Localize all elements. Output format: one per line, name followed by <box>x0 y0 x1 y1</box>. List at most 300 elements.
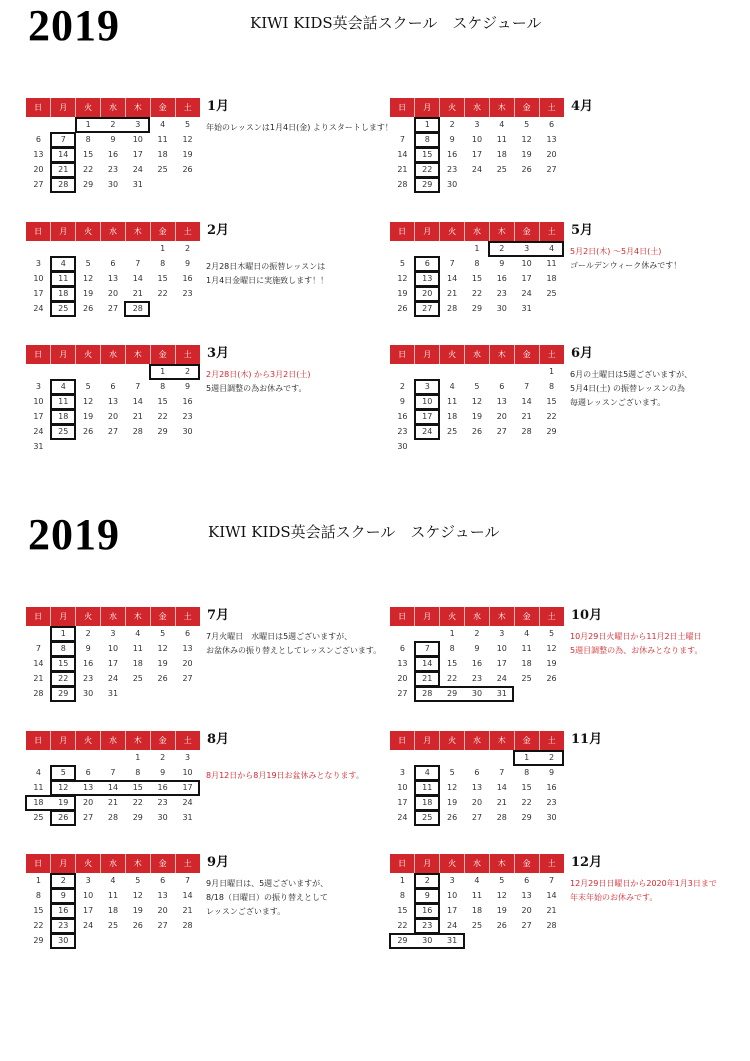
day-cell: 19 <box>182 150 193 159</box>
day-cell: 30 <box>422 936 433 945</box>
calendar-grid <box>26 345 200 454</box>
day-cell: 2 <box>85 629 91 638</box>
day-cell <box>101 750 126 765</box>
day-cell <box>465 933 490 948</box>
day-cell: 29 <box>157 427 168 436</box>
day-cell: 20 <box>546 150 557 159</box>
day-cell: 26 <box>521 165 532 174</box>
day-cell: 18 <box>447 412 458 421</box>
day-cell: 17 <box>521 274 532 283</box>
note-line: 9月日曜日は、5週ございますが、 <box>206 879 329 888</box>
day-cell: 4 <box>35 768 41 777</box>
day-cell: 11 <box>496 135 507 144</box>
day-cell: 15 <box>447 659 458 668</box>
day-cell: 18 <box>33 798 44 807</box>
day-cell: 29 <box>33 936 44 945</box>
day-cell: 6 <box>474 768 480 777</box>
note-line: 5週目調整の為お休みです。 <box>206 384 307 393</box>
day-cell: 19 <box>496 906 507 915</box>
day-cell: 8 <box>135 768 141 777</box>
day-cell: 20 <box>496 412 507 421</box>
day-cell: 29 <box>83 180 94 189</box>
day-cell: 10 <box>447 891 458 900</box>
day-cell: 5 <box>184 120 191 129</box>
day-cell: 7 <box>499 768 505 777</box>
weekday-header: 火 <box>440 345 465 364</box>
day-cell: 1 <box>160 367 166 376</box>
day-cell: 30 <box>447 180 458 189</box>
day-cell: 24 <box>132 165 143 174</box>
day-cell: 17 <box>107 659 119 668</box>
day-cell <box>440 750 465 765</box>
day-cell <box>150 933 175 948</box>
note-line: レッスンございます。 <box>206 907 286 916</box>
weekday-header: 日 <box>26 854 51 873</box>
day-cell: 14 <box>422 659 433 668</box>
day-cell <box>390 750 415 765</box>
day-cell: 12 <box>546 644 557 653</box>
day-cell: 3 <box>35 259 41 268</box>
day-cell: 3 <box>449 876 455 885</box>
day-cell: 7 <box>184 876 191 885</box>
day-cell: 23 <box>496 289 507 298</box>
day-cell: 8 <box>548 382 555 391</box>
weekday-header: 木 <box>125 607 150 626</box>
day-cell: 8 <box>474 259 480 268</box>
day-cell: 26 <box>447 813 458 822</box>
day-cell: 25 <box>422 813 433 822</box>
day-cell: 28 <box>546 921 557 930</box>
day-cell: 5 <box>160 629 166 638</box>
day-cell: 17 <box>496 659 507 668</box>
day-cell: 27 <box>546 165 557 174</box>
calendar-grid <box>26 854 200 948</box>
day-cell: 16 <box>546 783 557 792</box>
day-cell: 14 <box>397 150 408 159</box>
weekday-header: 木 <box>125 854 150 873</box>
day-cell: 24 <box>397 813 408 822</box>
day-cell: 10 <box>182 768 193 777</box>
weekday-header: 水 <box>465 731 490 750</box>
day-cell: 12 <box>182 135 193 144</box>
month-calendar <box>390 607 564 701</box>
day-cell: 1 <box>85 120 91 129</box>
day-cell: 27 <box>33 180 44 189</box>
month-calendar <box>390 222 564 316</box>
day-cell: 8 <box>424 135 430 144</box>
month-calendar <box>390 98 564 192</box>
day-cell: 30 <box>471 689 483 698</box>
month-title: 9月 <box>207 855 230 870</box>
day-cell: 25 <box>471 921 483 930</box>
note-line: お盆休みの振り替えとしてレッスンございます。 <box>206 646 382 655</box>
day-cell: 24 <box>471 165 483 174</box>
day-cell: 16 <box>182 274 193 283</box>
weekday-header: 金 <box>150 607 175 626</box>
weekday-header: 木 <box>489 731 514 750</box>
weekday-header: 日 <box>390 607 415 626</box>
day-cell: 15 <box>132 783 143 792</box>
note-line: 年末年始のお休みです。 <box>570 893 658 902</box>
day-cell: 15 <box>83 150 94 159</box>
day-cell: 15 <box>58 659 69 668</box>
day-cell: 1 <box>160 244 166 253</box>
day-cell: 22 <box>546 412 557 421</box>
day-cell: 26 <box>157 674 168 683</box>
day-cell: 23 <box>422 921 433 930</box>
day-cell: 4 <box>424 768 430 777</box>
day-cell: 2 <box>110 120 116 129</box>
day-cell: 14 <box>496 783 507 792</box>
day-cell: 8 <box>35 891 41 900</box>
weekday-header: 金 <box>514 98 539 117</box>
day-cell <box>150 439 175 454</box>
day-cell: 19 <box>397 289 408 298</box>
day-cell: 7 <box>424 644 430 653</box>
day-cell <box>539 177 564 192</box>
weekday-header: 日 <box>390 98 415 117</box>
day-cell: 28 <box>33 689 44 698</box>
day-cell: 10 <box>471 135 483 144</box>
day-cell: 26 <box>471 427 483 436</box>
day-cell: 2 <box>474 629 480 638</box>
weekday-header: 火 <box>76 854 101 873</box>
weekday-header: 木 <box>489 222 514 241</box>
day-cell: 27 <box>182 674 193 683</box>
day-cell: 25 <box>546 289 557 298</box>
day-cell: 3 <box>524 244 530 253</box>
weekday-header: 土 <box>175 222 200 241</box>
day-cell: 12 <box>58 783 69 792</box>
day-cell: 10 <box>33 397 44 406</box>
day-cell: 25 <box>132 674 143 683</box>
day-cell: 23 <box>83 674 94 683</box>
day-cell: 6 <box>184 629 191 638</box>
day-cell <box>26 750 51 765</box>
day-cell: 2 <box>184 367 191 376</box>
year-heading: 2019 <box>28 1 120 50</box>
month-note <box>570 630 702 658</box>
weekday-header: 土 <box>539 854 564 873</box>
month-title: 7月 <box>207 608 230 623</box>
day-cell: 27 <box>83 813 94 822</box>
day-cell <box>125 241 150 256</box>
day-cell: 20 <box>157 906 168 915</box>
weekday-header: 水 <box>465 345 490 364</box>
weekday-header: 日 <box>26 607 51 626</box>
weekday-header: 水 <box>101 731 126 750</box>
day-cell: 7 <box>110 768 116 777</box>
day-cell: 7 <box>135 382 141 391</box>
day-cell: 21 <box>496 798 507 807</box>
note-line: 1月4日金曜日に実施致します！！ <box>206 276 329 285</box>
day-cell: 3 <box>35 382 41 391</box>
day-cell: 15 <box>33 906 44 915</box>
day-cell: 6 <box>548 120 555 129</box>
day-cell: 10 <box>132 135 143 144</box>
weekday-header: 土 <box>539 222 564 241</box>
day-cell: 18 <box>157 150 168 159</box>
day-cell: 5 <box>399 259 405 268</box>
weekday-header: 水 <box>465 98 490 117</box>
day-cell <box>415 364 440 379</box>
day-cell: 26 <box>83 304 94 313</box>
day-cell: 22 <box>447 674 458 683</box>
day-cell <box>26 626 51 641</box>
day-cell <box>514 177 539 192</box>
day-cell: 22 <box>157 412 168 421</box>
day-cell: 25 <box>107 921 119 930</box>
day-cell: 4 <box>499 120 505 129</box>
day-cell: 20 <box>33 165 44 174</box>
month-calendar <box>26 98 200 192</box>
day-cell <box>26 241 51 256</box>
day-cell: 18 <box>58 289 69 298</box>
day-cell: 30 <box>496 304 507 313</box>
day-cell: 25 <box>157 165 168 174</box>
weekday-header: 火 <box>440 854 465 873</box>
day-cell: 24 <box>33 304 44 313</box>
day-cell <box>101 933 126 948</box>
day-cell <box>489 177 514 192</box>
day-cell: 6 <box>399 644 405 653</box>
day-cell: 1 <box>524 753 530 762</box>
day-cell: 27 <box>422 304 433 313</box>
weekday-header: 水 <box>101 607 126 626</box>
day-cell <box>465 177 490 192</box>
weekday-header: 火 <box>76 345 101 364</box>
day-cell: 6 <box>499 382 505 391</box>
day-cell: 14 <box>447 274 458 283</box>
day-cell: 17 <box>132 150 143 159</box>
day-cell <box>415 439 440 454</box>
day-cell: 12 <box>447 783 458 792</box>
day-cell <box>175 933 200 948</box>
day-cell: 17 <box>422 412 433 421</box>
day-cell: 16 <box>58 906 69 915</box>
day-cell: 1 <box>135 753 141 762</box>
calendar-grid <box>26 98 200 192</box>
month-calendar <box>390 345 564 454</box>
day-cell: 9 <box>85 644 91 653</box>
day-cell: 8 <box>524 768 530 777</box>
note-line: 毎週レッスンございます。 <box>570 398 666 407</box>
day-cell: 4 <box>60 259 66 268</box>
day-cell: 7 <box>135 259 141 268</box>
weekday-header: 木 <box>125 222 150 241</box>
day-cell: 27 <box>157 921 168 930</box>
day-cell: 5 <box>60 768 66 777</box>
month-calendar <box>390 854 564 948</box>
weekday-header: 金 <box>150 98 175 117</box>
day-cell: 13 <box>422 274 433 283</box>
day-cell: 17 <box>471 150 483 159</box>
day-cell <box>76 241 101 256</box>
day-cell: 14 <box>132 274 143 283</box>
day-cell: 5 <box>474 382 480 391</box>
weekday-header: 月 <box>415 731 440 750</box>
day-cell: 1 <box>548 367 555 376</box>
day-cell: 1 <box>60 629 66 638</box>
day-cell: 11 <box>447 397 458 406</box>
month-calendar <box>26 345 200 454</box>
month-title: 11月 <box>571 732 603 747</box>
day-cell <box>514 439 539 454</box>
day-cell: 14 <box>521 397 532 406</box>
day-cell: 29 <box>58 689 69 698</box>
day-cell: 20 <box>107 412 119 421</box>
month-calendar <box>26 222 200 316</box>
day-cell: 22 <box>521 798 532 807</box>
day-cell: 29 <box>447 689 458 698</box>
weekday-header: 火 <box>76 607 101 626</box>
day-cell: 24 <box>521 289 532 298</box>
day-cell: 28 <box>397 180 408 189</box>
day-cell <box>390 117 415 132</box>
weekday-header: 水 <box>101 222 126 241</box>
weekday-header: 金 <box>150 345 175 364</box>
day-cell: 29 <box>422 180 433 189</box>
day-cell: 14 <box>182 891 193 900</box>
day-cell <box>465 364 490 379</box>
calendar-grid <box>26 731 200 825</box>
note-line: 7月火曜日 水曜日は5週ございますが、 <box>206 632 353 641</box>
day-cell: 11 <box>422 783 433 792</box>
day-cell: 4 <box>524 629 530 638</box>
day-cell: 22 <box>58 674 69 683</box>
day-cell: 7 <box>524 382 530 391</box>
day-cell: 25 <box>496 165 507 174</box>
month-note <box>206 877 328 919</box>
day-cell: 17 <box>182 783 193 792</box>
day-cell: 24 <box>496 674 507 683</box>
day-cell: 14 <box>132 397 143 406</box>
day-cell <box>175 177 200 192</box>
day-cell: 7 <box>449 259 455 268</box>
day-cell: 13 <box>471 783 483 792</box>
calendar-grid <box>390 98 564 192</box>
day-cell <box>539 439 564 454</box>
day-cell: 17 <box>397 798 408 807</box>
weekday-header: 金 <box>150 731 175 750</box>
day-cell: 5 <box>135 876 141 885</box>
day-cell: 2 <box>424 876 430 885</box>
month-note <box>206 368 310 396</box>
weekday-header: 月 <box>415 98 440 117</box>
day-cell: 13 <box>157 891 168 900</box>
day-cell: 2 <box>60 876 66 885</box>
day-cell: 3 <box>424 382 430 391</box>
day-cell: 9 <box>110 135 116 144</box>
day-cell <box>76 364 101 379</box>
day-cell: 15 <box>471 274 483 283</box>
day-cell: 23 <box>397 427 408 436</box>
weekday-header: 水 <box>101 854 126 873</box>
day-cell: 30 <box>58 936 69 945</box>
day-cell: 14 <box>33 659 44 668</box>
day-cell: 6 <box>524 876 530 885</box>
day-cell: 28 <box>58 180 69 189</box>
day-cell: 11 <box>132 644 143 653</box>
weekday-header: 木 <box>125 98 150 117</box>
day-cell: 24 <box>182 798 193 807</box>
day-cell <box>539 301 564 316</box>
day-cell <box>51 750 76 765</box>
month-note <box>206 630 381 658</box>
day-cell: 9 <box>184 259 191 268</box>
day-cell: 22 <box>132 798 143 807</box>
day-cell: 23 <box>182 289 193 298</box>
day-cell: 12 <box>83 274 94 283</box>
day-cell: 28 <box>521 427 532 436</box>
day-cell <box>175 686 200 701</box>
day-cell: 6 <box>35 135 41 144</box>
day-cell: 19 <box>157 659 168 668</box>
day-cell: 30 <box>182 427 193 436</box>
day-cell: 16 <box>182 397 193 406</box>
day-cell: 3 <box>399 768 405 777</box>
month-calendar <box>26 731 200 825</box>
day-cell: 27 <box>496 427 507 436</box>
day-cell <box>440 364 465 379</box>
day-cell: 5 <box>499 876 505 885</box>
day-cell: 11 <box>33 783 44 792</box>
month-note <box>570 368 692 410</box>
day-cell: 25 <box>521 674 532 683</box>
month-calendar <box>390 731 564 825</box>
month-note <box>206 769 364 783</box>
note-line: 5月2日(木) 〜5月4日(土) <box>570 247 662 256</box>
day-cell: 8 <box>449 644 455 653</box>
note-line: 10月29日火曜日から11月2日土曜日 <box>570 632 702 641</box>
day-cell: 12 <box>132 891 143 900</box>
day-cell: 19 <box>58 798 69 807</box>
day-cell: 15 <box>397 906 408 915</box>
day-cell: 17 <box>33 289 44 298</box>
day-cell: 19 <box>546 659 557 668</box>
day-cell: 16 <box>83 659 94 668</box>
day-cell <box>76 933 101 948</box>
day-cell: 7 <box>399 135 405 144</box>
day-cell: 19 <box>521 150 532 159</box>
day-cell: 20 <box>521 906 532 915</box>
day-cell: 24 <box>447 921 458 930</box>
month-title: 6月 <box>571 346 594 361</box>
day-cell: 6 <box>110 382 116 391</box>
day-cell: 20 <box>471 798 483 807</box>
day-cell: 10 <box>107 644 119 653</box>
day-cell: 2 <box>548 753 555 762</box>
day-cell: 29 <box>471 304 483 313</box>
day-cell <box>76 750 101 765</box>
weekday-header: 火 <box>76 731 101 750</box>
day-cell <box>125 933 150 948</box>
weekday-header: 水 <box>101 345 126 364</box>
weekday-header: 土 <box>539 731 564 750</box>
day-cell: 25 <box>33 813 44 822</box>
day-cell: 10 <box>83 891 94 900</box>
day-cell <box>514 933 539 948</box>
day-cell <box>465 439 490 454</box>
weekday-header: 金 <box>150 854 175 873</box>
day-cell: 1 <box>474 244 480 253</box>
weekday-header: 木 <box>489 607 514 626</box>
day-cell: 19 <box>447 798 458 807</box>
weekday-header: 日 <box>26 345 51 364</box>
day-cell: 15 <box>521 783 532 792</box>
day-cell: 25 <box>58 304 69 313</box>
day-cell: 5 <box>524 120 530 129</box>
